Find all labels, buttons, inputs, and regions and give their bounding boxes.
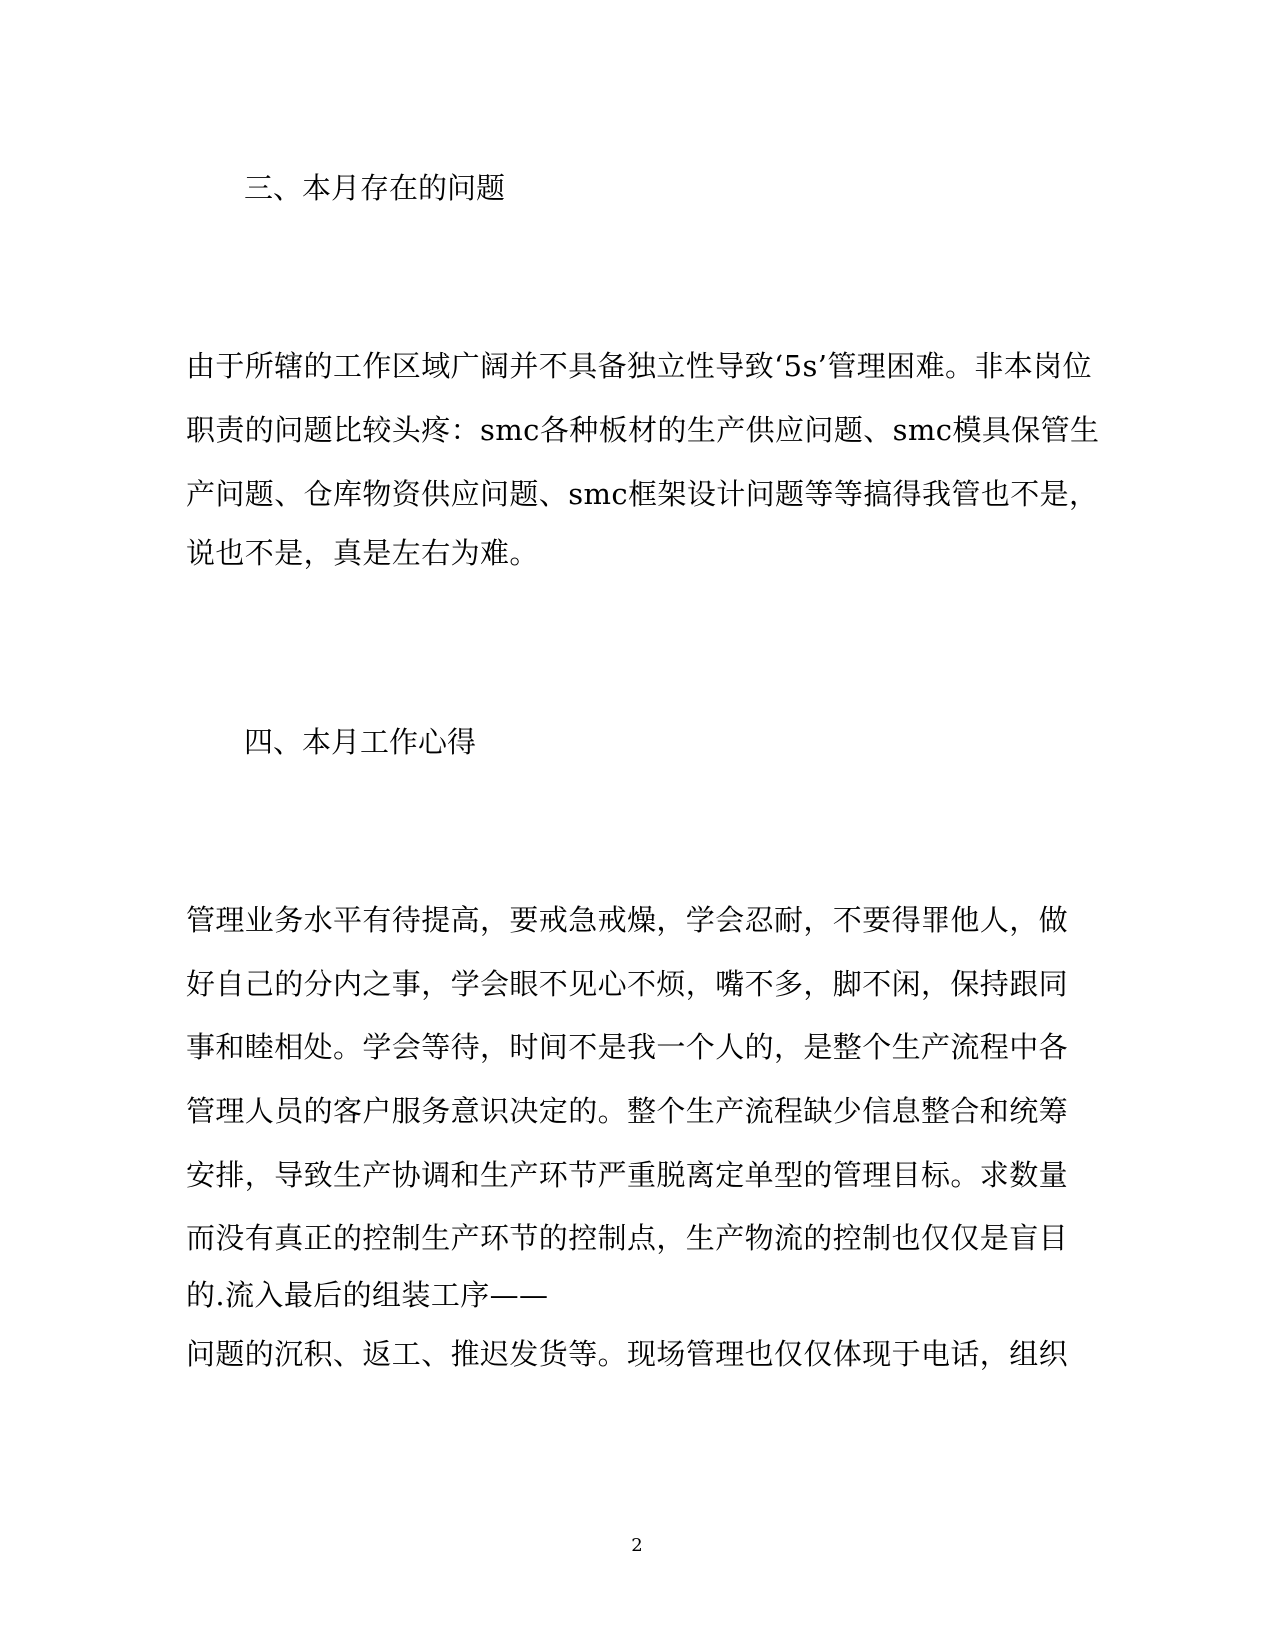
- section-heading-problems: 三、本月存在的问题: [244, 171, 506, 205]
- page-number: 2: [631, 1535, 643, 1556]
- paragraph-line: 产问题、仓库物资供应问题、smc框架设计问题等等搞得我管也不是，: [186, 477, 1099, 511]
- paragraph-line: 管理人员的客户服务意识决定的。整个生产流程缺少信息整合和统筹: [186, 1094, 1069, 1128]
- paragraph-line: 管理业务水平有待提高，要戒急戒燥，学会忍耐，不要得罪他人，做: [186, 903, 1069, 937]
- paragraph-line: 安排，导致生产协调和生产环节严重脱离定单型的管理目标。求数量: [186, 1158, 1069, 1192]
- paragraph-line: 好自己的分内之事，学会眼不见心不烦，嘴不多，脚不闲，保持跟同: [186, 967, 1069, 1001]
- section-heading-experience: 四、本月工作心得: [244, 725, 477, 759]
- paragraph-line: 由于所辖的工作区域广阔并不具备独立性导致‘5s’管理困难。非本岗位: [186, 349, 1092, 383]
- paragraph-line: 问题的沉积、返工、推迟发货等。现场管理也仅仅体现于电话，组织: [186, 1337, 1069, 1371]
- paragraph-line: 事和睦相处。学会等待，时间不是我一个人的，是整个生产流程中各: [186, 1030, 1069, 1064]
- paragraph-line: 而没有真正的控制生产环节的控制点，生产物流的控制也仅仅是盲目: [186, 1221, 1069, 1255]
- paragraph-line: 的.流入最后的组装工序——: [186, 1278, 549, 1312]
- paragraph-line: 说也不是，真是左右为难。: [186, 536, 539, 570]
- paragraph-line: 职责的问题比较头疼：smc各种板材的生产供应问题、smc模具保管生: [186, 413, 1100, 447]
